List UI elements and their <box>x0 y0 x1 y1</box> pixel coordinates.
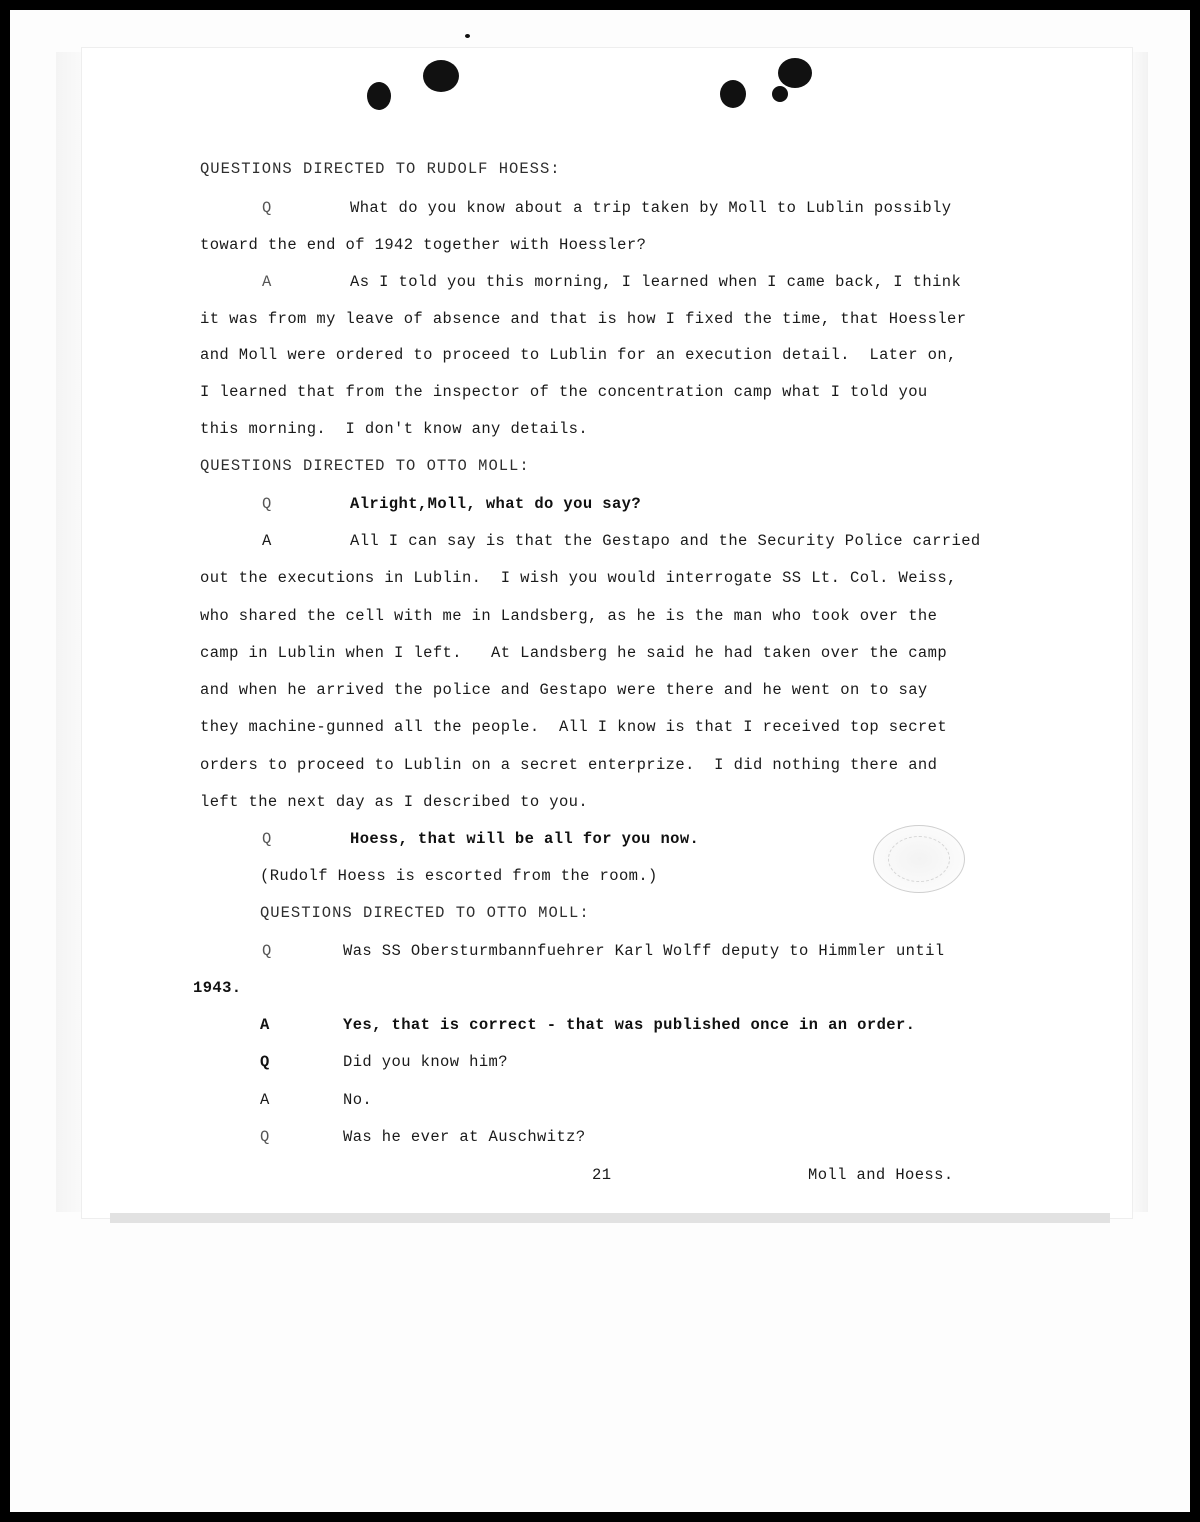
answer-line: it was from my leave of absence and that is how I fixed the time, that Hoessler <box>200 310 967 328</box>
a-marker: A <box>262 273 272 291</box>
a-marker: A <box>260 1016 270 1034</box>
answer-line: and when he arrived the police and Gestapo were there and he went on to say <box>200 681 928 699</box>
answer-line: they machine-gunned all the people. All I know is that I received top secret <box>200 718 948 736</box>
q-marker: Q <box>262 495 272 513</box>
answer-line: All I can say is that the Gestapo and the Security Police carried <box>350 532 981 550</box>
footer-label: Moll and Hoess. <box>808 1166 954 1184</box>
q-marker: Q <box>262 199 272 217</box>
answer-line: camp in Lublin when I left. At Landsberg he said he had taken over the camp <box>200 644 948 662</box>
answer-line: As I told you this morning, I learned when I came back, I think <box>350 273 962 291</box>
question-line: Did you know him? <box>343 1053 508 1071</box>
answer-line: orders to proceed to Lublin on a secret enterprize. I did nothing there and <box>200 756 938 774</box>
a-marker: A <box>260 1091 270 1109</box>
page-number: 21 <box>592 1166 612 1184</box>
answer-line: Yes, that is correct - that was published once in an order. <box>343 1016 916 1034</box>
answer-line: left the next day as I described to you. <box>200 793 589 811</box>
heading-hoess: QUESTIONS DIRECTED TO RUDOLF HOESS: <box>200 160 561 178</box>
answer-line: who shared the cell with me in Landsberg, as he is the man who took over the <box>200 607 938 625</box>
q-marker: Q <box>262 942 272 960</box>
answer-line: this morning. I don't know any details. <box>200 420 589 438</box>
question-line: Was SS Obersturmbannfuehrer Karl Wolff deputy to Himmler until <box>343 942 945 960</box>
answer-line: I learned that from the inspector of the concentration camp what I told you <box>200 383 928 401</box>
answer-line: and Moll were ordered to proceed to Lublin for an execution detail. Later on, <box>200 346 957 364</box>
question-line: What do you know about a trip taken by Moll to Lublin possibly <box>350 199 952 217</box>
answer-line: No. <box>343 1091 373 1109</box>
question-line: Was he ever at Auschwitz? <box>343 1128 586 1146</box>
question-line: Alright,Moll, what do you say? <box>350 495 642 513</box>
q-marker: Q <box>262 830 272 848</box>
question-line: toward the end of 1942 together with Hoessler? <box>200 236 647 254</box>
heading-moll: QUESTIONS DIRECTED TO OTTO MOLL: <box>200 457 530 475</box>
question-line: Hoess, that will be all for you now. <box>350 830 700 848</box>
question-line: 1943. <box>193 979 242 997</box>
a-marker: A <box>262 532 272 550</box>
q-marker: Q <box>260 1128 270 1146</box>
answer-line: out the executions in Lublin. I wish you would interrogate SS Lt. Col. Weiss, <box>200 569 957 587</box>
q-marker: Q <box>260 1053 270 1071</box>
heading-moll-2: QUESTIONS DIRECTED TO OTTO MOLL: <box>260 904 590 922</box>
stage-note: (Rudolf Hoess is escorted from the room.) <box>260 867 658 885</box>
